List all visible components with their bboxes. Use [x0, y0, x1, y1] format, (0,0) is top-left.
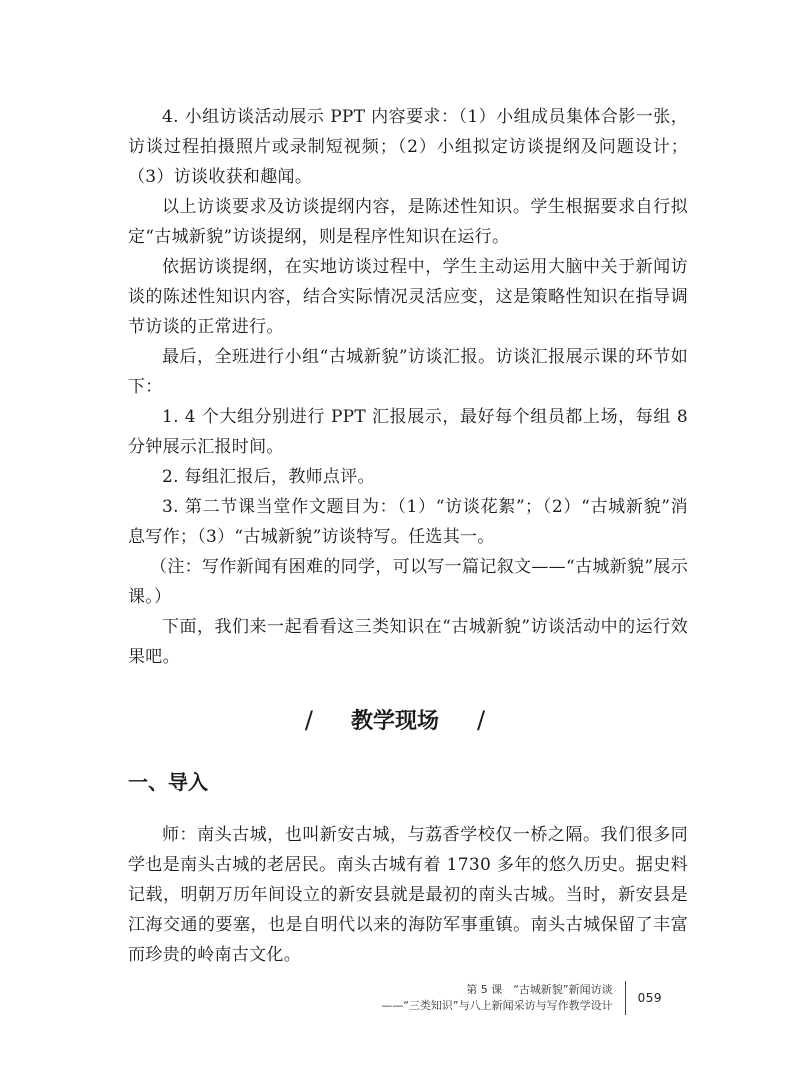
paragraph-strategic-knowledge: 依据访谈提纲，在实地访谈过程中，学生主动运用大脑中关于新闻访谈的陈述性知识内容，结合实际情况灵活应变，这是策略性知识在指导调节访谈的正常进行。 [128, 257, 688, 337]
paragraph-step-2: 2. 每组汇报后，教师点评。 [162, 467, 375, 487]
paragraph-teacher-intro: 师：南头古城，也叫新安古城，与荔香学校仅一桥之隔。我们很多同学也是南头古城的老居民。南头古城有着 1730 多年的悠久历史。据史料记载，明朝万历年间设立的新安县就是最初的南头古城。当时，新安县是江海交通的要塞，也是自明代以来的海防军事重镇。南头古城保留了丰富而珍贵的岭南古文化。 [128, 825, 688, 965]
footer-line-2: ——“三类知识”与八上新闻采访与写作教学设计 [381, 999, 613, 1012]
paragraph-declarative-knowledge: 以上访谈要求及访谈提纲内容，是陈述性知识。学生根据要求自行拟定“古城新貌”访谈提纲，则是程序性知识在运行。 [128, 197, 688, 247]
footer-lesson-title [381, 982, 612, 1014]
paragraph-step-3: 3. 第二节课当堂作文题目为：（1）“访谈花絮”；（2）“古城新貌”消息写作；（3）“古城新貌”访谈特写。任选其一。 [128, 497, 688, 547]
section-title [0, 702, 790, 738]
footer-divider [625, 981, 626, 1015]
subheading-introduction: 一、导入 [128, 770, 208, 794]
body-text [128, 102, 688, 672]
intro-text [128, 820, 688, 970]
paragraph-ppt-requirements: 4. 小组访谈活动展示 PPT 内容要求：（1）小组成员集体合影一张，访谈过程拍摄照片或录制短视频；（2）小组拟定访谈提纲及问题设计；（3）访谈收获和趣闻。 [128, 107, 688, 187]
paragraph-note: （注：写作新闻有困难的同学，可以写一篇记叙文——“古城新貌”展示课。） [128, 557, 688, 607]
paragraph-report-intro: 最后，全班进行小组“古城新貌”访谈汇报。访谈汇报展示课的环节如下： [128, 347, 688, 397]
running-footer [381, 981, 662, 1015]
page-number: 059 [637, 991, 662, 1005]
paragraph-transition: 下面，我们来一起看看这三类知识在“古城新貌”访谈活动中的运行效果吧。 [128, 617, 688, 667]
section-slash-right: / [477, 706, 486, 734]
section-title-text: 教学现场 [350, 709, 439, 734]
footer-line-1: 第 5 课 “古城新貌”新闻访谈 [466, 983, 613, 996]
paragraph-step-1: 1. 4 个大组分别进行 PPT 汇报展示，最好每个组员都上场，每组 8 分钟展示汇报时间。 [128, 407, 688, 457]
section-slash-left: / [304, 706, 313, 734]
